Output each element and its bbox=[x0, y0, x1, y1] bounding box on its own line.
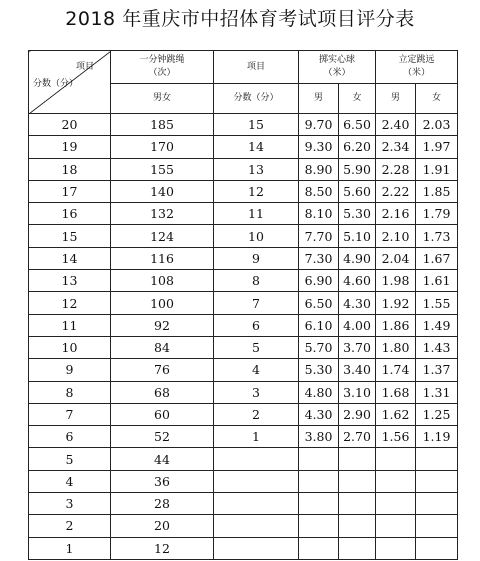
ball-header-unit: （米） bbox=[323, 68, 351, 78]
item-score-cell: 2 bbox=[214, 403, 299, 425]
score-cell: 10 bbox=[29, 336, 111, 358]
ball-female-cell bbox=[339, 493, 376, 515]
ball-male-cell: 6.50 bbox=[299, 292, 339, 314]
rope-count-cell: 170 bbox=[111, 136, 214, 158]
jump-female-cell: 1.91 bbox=[416, 158, 458, 180]
diagonal-header-cell bbox=[29, 51, 111, 114]
rope-count-cell: 60 bbox=[111, 403, 214, 425]
table-row bbox=[29, 470, 458, 492]
ball-female-cell bbox=[339, 537, 376, 559]
score-cell: 5 bbox=[29, 448, 111, 470]
jump-male-header: 男 bbox=[376, 84, 416, 114]
ball-male-header: 男 bbox=[299, 84, 339, 114]
ball-female-cell: 5.60 bbox=[339, 180, 376, 202]
ball-male-cell bbox=[299, 515, 339, 537]
ball-male-cell: 6.10 bbox=[299, 314, 339, 336]
ball-female-cell: 5.90 bbox=[339, 158, 376, 180]
rope-count-cell: 124 bbox=[111, 225, 214, 247]
score-cell: 17 bbox=[29, 180, 111, 202]
rope-count-cell: 28 bbox=[111, 493, 214, 515]
rope-count-cell: 84 bbox=[111, 336, 214, 358]
ball-female-cell: 2.70 bbox=[339, 426, 376, 448]
item-score-cell: 5 bbox=[214, 336, 299, 358]
rope-count-cell: 100 bbox=[111, 292, 214, 314]
score-cell: 8 bbox=[29, 381, 111, 403]
jump-male-cell: 2.34 bbox=[376, 136, 416, 158]
ball-female-cell: 6.20 bbox=[339, 136, 376, 158]
score-table bbox=[28, 50, 458, 560]
jump-female-header: 女 bbox=[416, 84, 458, 114]
jump-female-cell: 1.25 bbox=[416, 403, 458, 425]
jump-female-cell: 1.73 bbox=[416, 225, 458, 247]
table-row bbox=[29, 247, 458, 269]
jump-male-cell bbox=[376, 470, 416, 492]
jump-male-cell: 1.74 bbox=[376, 359, 416, 381]
jump-male-cell: 2.04 bbox=[376, 247, 416, 269]
jump-male-cell: 1.62 bbox=[376, 403, 416, 425]
ball-female-cell: 4.00 bbox=[339, 314, 376, 336]
rope-header bbox=[111, 51, 214, 84]
rope-header-unit: （次） bbox=[148, 68, 176, 78]
item-score-cell bbox=[214, 470, 299, 492]
jump-female-cell: 1.49 bbox=[416, 314, 458, 336]
ball-male-cell: 9.70 bbox=[299, 114, 339, 136]
table-row bbox=[29, 336, 458, 358]
jump-female-cell: 1.31 bbox=[416, 381, 458, 403]
item-score-cell: 8 bbox=[214, 270, 299, 292]
score-cell: 12 bbox=[29, 292, 111, 314]
ball-male-cell: 8.50 bbox=[299, 180, 339, 202]
rope-count-cell: 68 bbox=[111, 381, 214, 403]
header-row-1 bbox=[29, 51, 458, 84]
ball-female-cell: 4.90 bbox=[339, 247, 376, 269]
ball-male-cell bbox=[299, 537, 339, 559]
item-score-cell: 14 bbox=[214, 136, 299, 158]
item-score-cell bbox=[214, 515, 299, 537]
ball-header-title: 掷实心球 bbox=[319, 55, 356, 65]
score-cell: 20 bbox=[29, 114, 111, 136]
table-row bbox=[29, 515, 458, 537]
jump-female-cell bbox=[416, 537, 458, 559]
jump-male-cell: 1.98 bbox=[376, 270, 416, 292]
jump-male-cell: 2.22 bbox=[376, 180, 416, 202]
rope-gender-header: 男女 bbox=[111, 84, 214, 114]
rope-count-cell: 52 bbox=[111, 426, 214, 448]
rope-count-cell: 108 bbox=[111, 270, 214, 292]
table-row bbox=[29, 203, 458, 225]
rope-count-cell: 44 bbox=[111, 448, 214, 470]
ball-header bbox=[299, 51, 376, 84]
ball-female-header: 女 bbox=[339, 84, 376, 114]
jump-male-cell: 2.40 bbox=[376, 114, 416, 136]
item-score-cell: 4 bbox=[214, 359, 299, 381]
score-cell: 2 bbox=[29, 515, 111, 537]
diag-label-item: 项目 bbox=[75, 62, 94, 72]
item-score-cell: 9 bbox=[214, 247, 299, 269]
jump-male-cell: 1.68 bbox=[376, 381, 416, 403]
score-cell: 11 bbox=[29, 314, 111, 336]
rope-count-cell: 116 bbox=[111, 247, 214, 269]
ball-female-cell: 3.10 bbox=[339, 381, 376, 403]
table-row bbox=[29, 448, 458, 470]
rope-count-cell: 12 bbox=[111, 537, 214, 559]
ball-male-cell: 7.70 bbox=[299, 225, 339, 247]
item-score-cell: 13 bbox=[214, 158, 299, 180]
jump-male-cell: 2.10 bbox=[376, 225, 416, 247]
jump-female-cell: 1.97 bbox=[416, 136, 458, 158]
jump-male-cell: 2.16 bbox=[376, 203, 416, 225]
jump-male-cell: 1.56 bbox=[376, 426, 416, 448]
score-cell: 15 bbox=[29, 225, 111, 247]
score-cell: 19 bbox=[29, 136, 111, 158]
jump-female-cell bbox=[416, 448, 458, 470]
ball-female-cell bbox=[339, 515, 376, 537]
page-title: 2018 年重庆市中招体育考试项目评分表 bbox=[65, 8, 415, 30]
ball-male-cell: 4.80 bbox=[299, 381, 339, 403]
item-score-cell: 1 bbox=[214, 426, 299, 448]
rope-count-cell: 140 bbox=[111, 180, 214, 202]
ball-male-cell: 6.90 bbox=[299, 270, 339, 292]
ball-female-cell: 3.70 bbox=[339, 336, 376, 358]
item-score-cell bbox=[214, 493, 299, 515]
score-cell: 4 bbox=[29, 470, 111, 492]
rope-header-title: 一分钟跳绳 bbox=[139, 55, 185, 65]
ball-male-cell: 5.30 bbox=[299, 359, 339, 381]
jump-female-cell: 1.79 bbox=[416, 203, 458, 225]
item-score-cell: 11 bbox=[214, 203, 299, 225]
rope-count-cell: 155 bbox=[111, 158, 214, 180]
table-row bbox=[29, 403, 458, 425]
jump-female-cell bbox=[416, 493, 458, 515]
item-score-cell: 15 bbox=[214, 114, 299, 136]
jump-female-cell: 1.61 bbox=[416, 270, 458, 292]
item-score-cell: 12 bbox=[214, 180, 299, 202]
jump-female-cell bbox=[416, 470, 458, 492]
score-cell: 3 bbox=[29, 493, 111, 515]
score-cell: 7 bbox=[29, 403, 111, 425]
item-score-cell: 7 bbox=[214, 292, 299, 314]
table-row bbox=[29, 136, 458, 158]
jump-header bbox=[376, 51, 458, 84]
jump-female-cell: 1.43 bbox=[416, 336, 458, 358]
rope-count-cell: 92 bbox=[111, 314, 214, 336]
rope-count-cell: 132 bbox=[111, 203, 214, 225]
ball-male-cell: 7.30 bbox=[299, 247, 339, 269]
item-header: 项目 bbox=[214, 51, 299, 84]
ball-female-cell: 4.60 bbox=[339, 270, 376, 292]
jump-female-cell: 2.03 bbox=[416, 114, 458, 136]
ball-male-cell: 8.10 bbox=[299, 203, 339, 225]
jump-female-cell: 1.37 bbox=[416, 359, 458, 381]
jump-female-cell: 1.19 bbox=[416, 426, 458, 448]
item-score-cell bbox=[214, 448, 299, 470]
score-cell: 14 bbox=[29, 247, 111, 269]
score-cell: 16 bbox=[29, 203, 111, 225]
rope-count-cell: 76 bbox=[111, 359, 214, 381]
ball-female-cell bbox=[339, 448, 376, 470]
item-score-cell: 3 bbox=[214, 381, 299, 403]
ball-female-cell: 2.90 bbox=[339, 403, 376, 425]
jump-female-cell: 1.67 bbox=[416, 247, 458, 269]
jump-male-cell bbox=[376, 537, 416, 559]
item-score-cell: 10 bbox=[214, 225, 299, 247]
jump-male-cell: 1.80 bbox=[376, 336, 416, 358]
jump-female-cell: 1.85 bbox=[416, 180, 458, 202]
score-cell: 6 bbox=[29, 426, 111, 448]
jump-male-cell: 2.28 bbox=[376, 158, 416, 180]
ball-female-cell: 6.50 bbox=[339, 114, 376, 136]
score-cell: 1 bbox=[29, 537, 111, 559]
table-row bbox=[29, 359, 458, 381]
jump-male-cell: 1.92 bbox=[376, 292, 416, 314]
table-row bbox=[29, 180, 458, 202]
ball-female-cell bbox=[339, 470, 376, 492]
ball-male-cell: 5.70 bbox=[299, 336, 339, 358]
ball-female-cell: 3.40 bbox=[339, 359, 376, 381]
table-row bbox=[29, 314, 458, 336]
item-score-cell bbox=[214, 537, 299, 559]
table-row bbox=[29, 225, 458, 247]
table-row bbox=[29, 381, 458, 403]
table-row bbox=[29, 270, 458, 292]
table-row bbox=[29, 493, 458, 515]
score-col-header: 分数（分） bbox=[214, 84, 299, 114]
jump-header-title: 立定跳远 bbox=[398, 55, 435, 65]
jump-male-cell: 1.86 bbox=[376, 314, 416, 336]
table-row bbox=[29, 158, 458, 180]
ball-female-cell: 4.30 bbox=[339, 292, 376, 314]
rope-count-cell: 185 bbox=[111, 114, 214, 136]
ball-female-cell: 5.10 bbox=[339, 225, 376, 247]
jump-male-cell bbox=[376, 448, 416, 470]
table-row bbox=[29, 292, 458, 314]
table-row bbox=[29, 537, 458, 559]
table-row bbox=[29, 114, 458, 136]
score-cell: 13 bbox=[29, 270, 111, 292]
score-cell: 9 bbox=[29, 359, 111, 381]
score-cell: 18 bbox=[29, 158, 111, 180]
ball-male-cell bbox=[299, 448, 339, 470]
ball-female-cell: 5.30 bbox=[339, 203, 376, 225]
rope-count-cell: 36 bbox=[111, 470, 214, 492]
jump-female-cell: 1.55 bbox=[416, 292, 458, 314]
jump-male-cell bbox=[376, 493, 416, 515]
ball-male-cell: 8.90 bbox=[299, 158, 339, 180]
ball-male-cell: 4.30 bbox=[299, 403, 339, 425]
table-row bbox=[29, 426, 458, 448]
diag-label-score: 分数（分） bbox=[33, 79, 79, 89]
ball-male-cell: 3.80 bbox=[299, 426, 339, 448]
jump-header-unit: （米） bbox=[403, 68, 431, 78]
rope-count-cell: 20 bbox=[111, 515, 214, 537]
jump-female-cell bbox=[416, 515, 458, 537]
ball-male-cell bbox=[299, 470, 339, 492]
ball-male-cell bbox=[299, 493, 339, 515]
jump-male-cell bbox=[376, 515, 416, 537]
ball-male-cell: 9.30 bbox=[299, 136, 339, 158]
item-score-cell: 6 bbox=[214, 314, 299, 336]
